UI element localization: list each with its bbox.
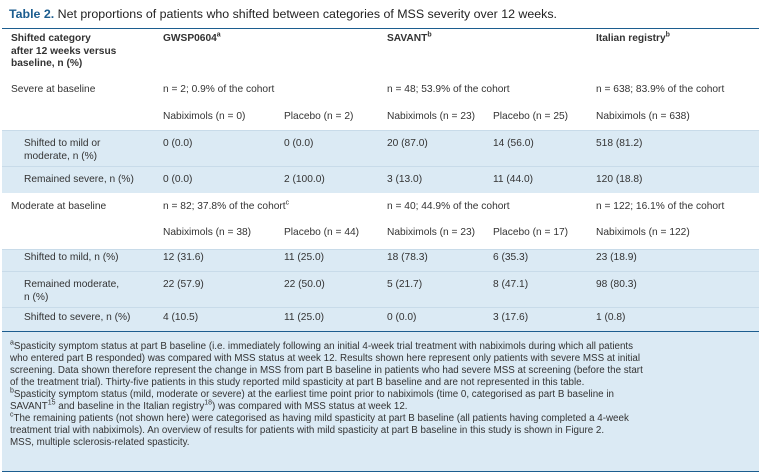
header-italian-text: Italian registry bbox=[596, 33, 666, 44]
footnote-abbreviation: MSS, multiple sclerosis-related spasticity. bbox=[10, 437, 190, 448]
table-header bbox=[2, 28, 759, 76]
header-italian-sup: b bbox=[665, 31, 670, 39]
moderate-savant-cohort: n = 40; 44.9% of the cohort bbox=[387, 201, 510, 212]
row-divider bbox=[2, 249, 759, 250]
footnote-a-line4: of the treatment trial). Thirty-five patients in this study reported mild spasticity at part B baseline and are not represented in this table. bbox=[10, 377, 585, 388]
footnote-a-marker: a bbox=[10, 339, 14, 347]
table-cell: 3 (13.0) bbox=[387, 174, 423, 185]
severe-row1-label-line1: Shifted to mild or bbox=[24, 138, 101, 149]
footnote-a-line2: who entered part B responded) was compared with MSS status at week 12. Results shown here represent only patients with severe MSS at initial bbox=[10, 353, 641, 364]
row-divider bbox=[2, 166, 759, 167]
footnote-a-line3: screening. Data shown therefore represent the change in MSS from part B baseline in patients who had severe MSS at screening (before the start bbox=[10, 365, 643, 376]
header-italian bbox=[596, 33, 670, 46]
table-cell: 23 (18.9) bbox=[596, 252, 637, 263]
footnote-a-line1-text: Spasticity symptom status at part B baseline (i.e. immediately following an initial 4-week trial treatment with nabiximols during which all patients bbox=[13, 341, 634, 352]
data-table bbox=[2, 28, 759, 331]
table-caption bbox=[9, 7, 557, 21]
footnote-a-line1 bbox=[10, 341, 750, 353]
table-cell: 0 (0.0) bbox=[284, 138, 314, 149]
moderate-arm-gwsp-nab: Nabiximols (n = 38) bbox=[163, 227, 252, 238]
header-category-line3: baseline, n (%) bbox=[11, 58, 83, 69]
moderate-arm-savant-nab: Nabiximols (n = 23) bbox=[387, 227, 476, 238]
table-cell: 1 (0.8) bbox=[596, 312, 626, 323]
table-cell: 18 (78.3) bbox=[387, 252, 428, 263]
footnote-b-end: ) was compared with MSS status at week 12. bbox=[212, 401, 408, 412]
severe-row1-label bbox=[24, 138, 100, 163]
table-cell: 120 (18.8) bbox=[596, 174, 643, 185]
severe-arm-savant-nab: Nabiximols (n = 23) bbox=[387, 111, 476, 122]
footnote-b-savant: SAVANT bbox=[10, 401, 48, 412]
table-cell: 11 (25.0) bbox=[284, 252, 325, 263]
moderate-row2-label bbox=[24, 279, 119, 304]
moderate-gwsp-cohort-sup: c bbox=[285, 199, 290, 207]
table-title: Net proportions of patients who shifted between categories of MSS severity over 12 weeks. bbox=[57, 7, 558, 21]
table-cell: 3 (17.6) bbox=[493, 312, 529, 323]
header-savant-text: SAVANT bbox=[387, 33, 428, 44]
footnote-b-line1 bbox=[10, 389, 750, 401]
moderate-gwsp-cohort-text: n = 82; 37.8% of the cohort bbox=[163, 201, 286, 212]
severe-arm-gwsp-pla: Placebo (n = 2) bbox=[284, 111, 354, 122]
footnote-c-line1-text: The remaining patients (not shown here) were categorised as having mild spasticity at part B baseline (all patients having completed a 4-week bbox=[13, 413, 629, 424]
footnote-b-line2 bbox=[10, 401, 750, 413]
table-label: Table 2. bbox=[9, 7, 55, 21]
table-cell: 14 (56.0) bbox=[493, 138, 534, 149]
footnote-c-line2: treatment trial with nabiximols). An overview of results for patients with mild spasticity at part B baseline in this study is shown in Figure 2. bbox=[10, 425, 605, 436]
footnote-b-line1-text: Spasticity symptom status (mild, moderate or severe) at the earliest time point prior to nabiximols (time 0, categorised as part B baseline in bbox=[13, 389, 614, 400]
moderate-arm-italian-nab: Nabiximols (n = 122) bbox=[596, 227, 690, 238]
moderate-row3-label: Shifted to severe, n (%) bbox=[24, 312, 131, 323]
row-divider bbox=[2, 130, 759, 131]
table-cell: 0 (0.0) bbox=[163, 174, 193, 185]
severe-arm-gwsp-nab: Nabiximols (n = 0) bbox=[163, 111, 246, 122]
moderate-label: Moderate at baseline bbox=[11, 201, 107, 212]
severe-italian-cohort: n = 638; 83.9% of the cohort bbox=[596, 84, 725, 95]
moderate-row2-label-line1: Remained moderate, bbox=[24, 279, 120, 290]
header-category-line1: Shifted category bbox=[11, 33, 91, 44]
severe-arm-savant-pla: Placebo (n = 25) bbox=[493, 111, 569, 122]
severe-row1-label-line2: moderate, n (%) bbox=[24, 150, 98, 162]
header-gwsp-sup: a bbox=[216, 31, 221, 39]
table-cell: 6 (35.3) bbox=[493, 252, 529, 263]
moderate-gwsp-cohort bbox=[163, 201, 289, 214]
table-cell: 4 (10.5) bbox=[163, 312, 199, 323]
moderate-arm-savant-pla: Placebo (n = 17) bbox=[493, 227, 569, 238]
severe-arm-italian-nab: Nabiximols (n = 638) bbox=[596, 111, 690, 122]
row-divider bbox=[2, 307, 759, 308]
table-cell: 0 (0.0) bbox=[163, 138, 193, 149]
header-savant bbox=[387, 33, 432, 46]
table-cell: 22 (57.9) bbox=[163, 279, 204, 290]
table-cell: 8 (47.1) bbox=[493, 279, 529, 290]
footnote-c-marker: c bbox=[10, 411, 14, 419]
header-gwsp-text: GWSP0604 bbox=[163, 33, 217, 44]
moderate-row1-label: Shifted to mild, n (%) bbox=[24, 252, 119, 263]
table-cell: 518 (81.2) bbox=[596, 138, 643, 149]
footnote-b-ref18: 18 bbox=[204, 399, 213, 407]
footnote-b-marker: b bbox=[10, 387, 14, 395]
table-cell: 20 (87.0) bbox=[387, 138, 428, 149]
table-cell: 5 (21.7) bbox=[387, 279, 423, 290]
header-savant-sup: b bbox=[427, 31, 432, 39]
table-cell: 11 (25.0) bbox=[284, 312, 325, 323]
severe-row2-label: Remained severe, n (%) bbox=[24, 174, 134, 185]
table-bottom-rule bbox=[2, 471, 759, 472]
table-cell: 98 (80.3) bbox=[596, 279, 637, 290]
moderate-row2-label-line2: n (%) bbox=[24, 291, 49, 303]
header-category bbox=[11, 33, 116, 71]
severe-gwsp-cohort: n = 2; 0.9% of the cohort bbox=[163, 84, 275, 95]
footnote-c-line1 bbox=[10, 413, 750, 425]
header-category-line2-text: after 12 weeks versus bbox=[11, 45, 117, 57]
table-cell: 0 (0.0) bbox=[387, 312, 417, 323]
header-category-line2 bbox=[11, 46, 116, 59]
footnote-b-mid: and baseline in the Italian registry bbox=[55, 401, 205, 412]
row-divider bbox=[2, 271, 759, 272]
table-cell: 2 (100.0) bbox=[284, 174, 325, 185]
header-gwsp bbox=[163, 33, 221, 46]
table-footnotes bbox=[2, 331, 759, 472]
moderate-arm-gwsp-pla: Placebo (n = 44) bbox=[284, 227, 360, 238]
table-cell: 12 (31.6) bbox=[163, 252, 204, 263]
footnote-b-ref15: 15 bbox=[47, 399, 56, 407]
table-cell: 22 (50.0) bbox=[284, 279, 325, 290]
moderate-italian-cohort: n = 122; 16.1% of the cohort bbox=[596, 201, 725, 212]
severe-savant-cohort: n = 48; 53.9% of the cohort bbox=[387, 84, 510, 95]
table-cell: 11 (44.0) bbox=[493, 174, 534, 185]
severe-label: Severe at baseline bbox=[11, 84, 96, 95]
